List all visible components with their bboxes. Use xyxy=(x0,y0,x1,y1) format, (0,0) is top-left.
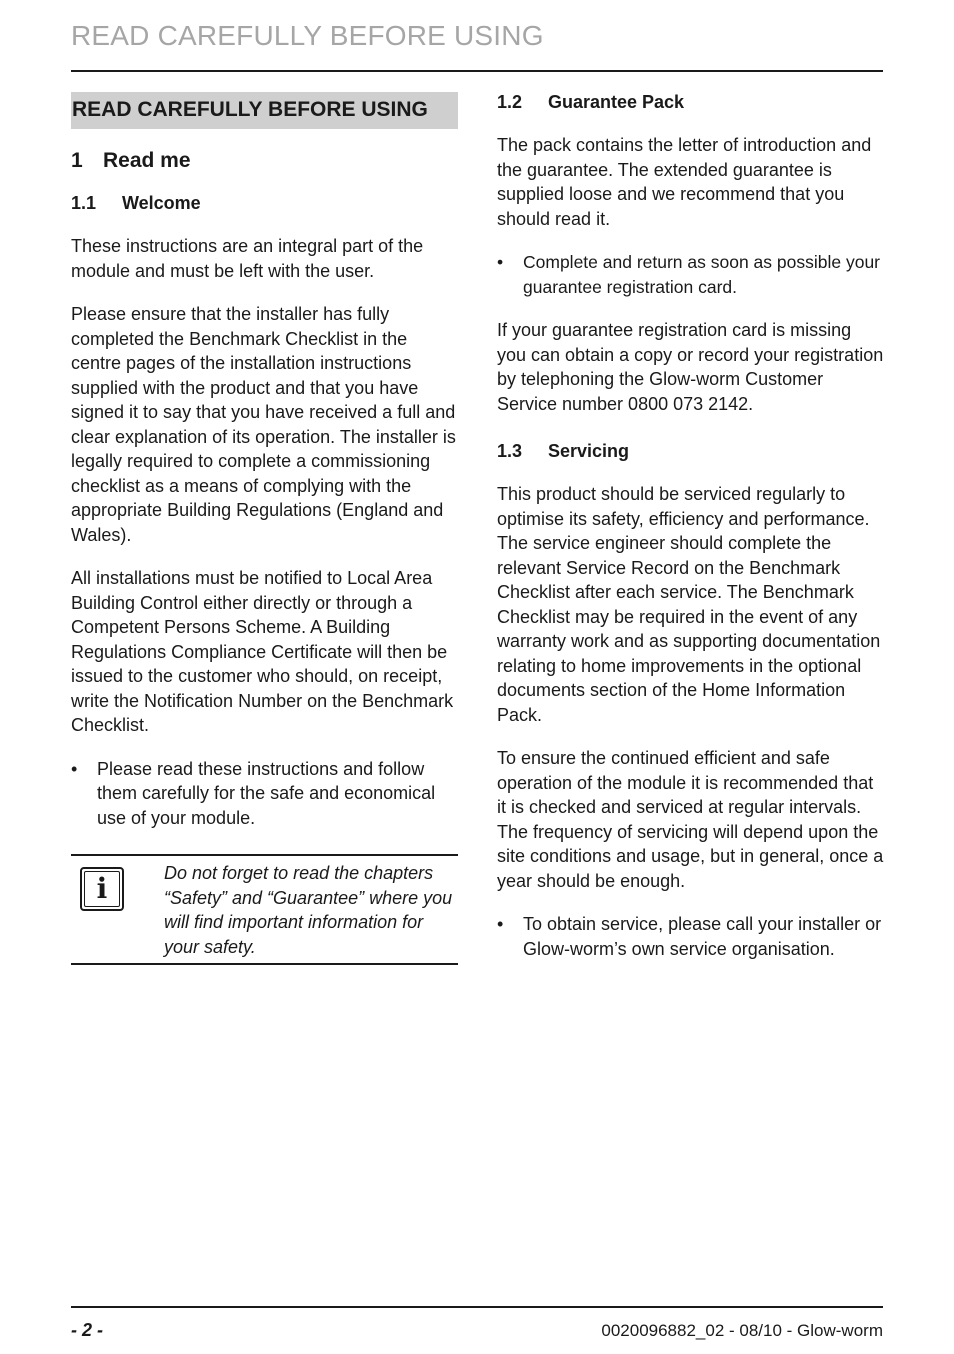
bullet-item-obtain-service xyxy=(497,912,884,961)
subsection-title: Guarantee Pack xyxy=(548,92,685,112)
page-number: - 2 - xyxy=(71,1320,104,1340)
subsection-title: Welcome xyxy=(122,193,201,213)
bullet-glyph: • xyxy=(497,252,504,272)
document-reference: 0020096882_02 - 08/10 - Glow-worm xyxy=(601,1321,883,1340)
welcome-paragraph-3: All installations must be notified to Local Area Building Control either directly or through a Competent Persons Scheme. A Building Regulations Compliance Certificate will then be issued to the customer who should, on receipt, write the Notification Number on the Benchmark Checklist. xyxy=(71,568,454,735)
subsection-title: Servicing xyxy=(548,441,630,461)
subsection-heading-servicing xyxy=(497,441,884,462)
section-banner: READ CAREFULLY BEFORE USING xyxy=(71,92,458,129)
left-column xyxy=(71,92,458,965)
subsection-number: 1.3 xyxy=(497,441,523,461)
running-header-title: READ CAREFULLY BEFORE USING xyxy=(71,20,544,51)
bullet-glyph: • xyxy=(71,758,78,779)
bullet-item-read-instructions xyxy=(71,757,458,831)
header-divider xyxy=(71,70,883,72)
subsection-number: 1.2 xyxy=(497,92,523,112)
servicing-paragraph-1: This product should be serviced regularly to optimise its safety, efficiency and performance. The service engineer should complete the relevant Service Record on the Benchmark Checklist after each service. The Benchmark Checklist may be required in the event of any warranty work and as supporting documentation relating to home improvements in the optional documents section of the Home Information Pack. xyxy=(497,484,881,725)
guarantee-paragraph-2: If your guarantee registration card is missing you can obtain a copy or record your registration by telephoning the Glow-worm Customer Service number 0800 073 2142. xyxy=(497,320,884,414)
bullet-item-registration xyxy=(497,250,884,299)
right-column xyxy=(497,92,884,980)
bullet-text: Complete and return as soon as possible your guarantee registration card. xyxy=(523,252,881,297)
info-icon xyxy=(80,867,124,911)
servicing-paragraph-2: To ensure the continued efficient and safe operation of the module it is recommended that it is checked and serviced at regular intervals. The frequency of servicing will depend upon the site conditions and usage, but in general, once a year should be enough. xyxy=(497,748,884,891)
subsection-heading-welcome xyxy=(71,193,458,214)
subsection-number: 1.1 xyxy=(71,193,97,213)
footer-divider xyxy=(71,1306,883,1308)
info-note-text: Do not forget to read the chapters “Safety” and “Guarantee” where you will find important information for your safety. xyxy=(164,863,453,957)
info-note-box xyxy=(71,854,458,965)
info-icon-glyph: i xyxy=(84,871,120,907)
guarantee-paragraph-1: The pack contains the letter of introduction and the guarantee. The extended guarantee is supplied loose and we recommend that you should read it. xyxy=(497,135,872,229)
welcome-paragraph-1: These instructions are an integral part of the module and must be left with the user. xyxy=(71,236,424,281)
bullet-text: Please read these instructions and follow them carefully for the safe and economical use of your module. xyxy=(97,758,436,828)
section-heading-read-me xyxy=(71,149,458,173)
bullet-glyph: • xyxy=(497,914,504,934)
section-title: Read me xyxy=(103,149,191,172)
bullet-text: To obtain service, please call your installer or Glow-worm’s own service organisation. xyxy=(523,914,882,959)
info-icon-wrapper xyxy=(71,861,164,959)
section-number: 1 xyxy=(71,149,83,172)
subsection-heading-guarantee xyxy=(497,92,884,113)
welcome-paragraph-2: Please ensure that the installer has fully completed the Benchmark Checklist in the centre pages of the installation instructions supplied with the product and that you have signed it to say that you have received a full and clear explanation of its operation. The installer is legally required to complete a commissioning checklist as a means of complying with the appropriate Building Regulations (England and Wales). xyxy=(71,304,456,545)
